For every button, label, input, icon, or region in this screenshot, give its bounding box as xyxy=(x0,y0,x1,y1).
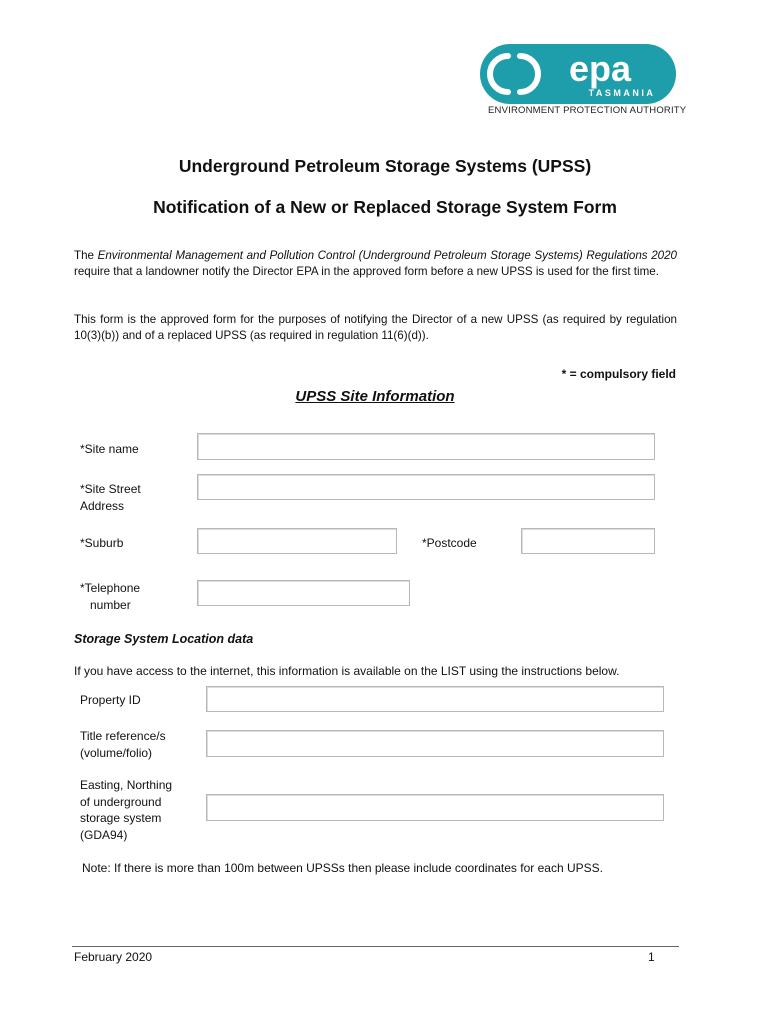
suburb-input[interactable] xyxy=(197,528,397,554)
location-data-heading: Storage System Location data xyxy=(74,632,254,646)
site-name-input[interactable] xyxy=(197,433,655,460)
easting-northing-label: Easting, Northing of underground storage system (GDA94) xyxy=(80,778,173,842)
title-reference-input[interactable] xyxy=(206,730,664,757)
telephone-label: *Telephone number xyxy=(80,581,141,612)
footer-date: February 2020 xyxy=(74,950,153,964)
coordinates-note: Note: If there is more than 100m between UPSSs then please include coordinates for each UPSS. xyxy=(82,861,603,875)
street-address-input[interactable] xyxy=(197,474,655,500)
logo-tagline: ENVIRONMENT PROTECTION AUTHORITY xyxy=(488,105,687,116)
epa-tasmania-logo xyxy=(480,44,676,104)
postcode-input[interactable] xyxy=(521,528,655,554)
suburb-label: *Suburb xyxy=(80,536,124,550)
site-name-label: *Site name xyxy=(80,442,139,456)
page-title: Underground Petroleum Storage Systems (UPSS) xyxy=(178,156,592,176)
easting-northing-input[interactable] xyxy=(206,794,664,821)
postcode-label: *Postcode xyxy=(422,536,477,550)
page-number: 1 xyxy=(648,950,655,964)
property-id-label: Property ID xyxy=(80,693,141,707)
site-info-heading: UPSS Site Information xyxy=(295,388,455,405)
intro-paragraph: The Environmental Management and Pollution Control (Underground Petroleum Storage Systems) Regulations 2020 require that a landowner notify the Director EPA in the approved form before a new UPSS is used for the first time. xyxy=(74,249,677,278)
property-id-input[interactable] xyxy=(206,686,664,712)
regulation-name: Environmental Management and Pollution Control (Underground Petroleum Storage Systems) Regulations 2020 xyxy=(97,249,677,262)
logo-region: TASMANIA xyxy=(588,88,656,98)
location-instructions: If you have access to the internet, this information is available on the LIST using the instructions below. xyxy=(74,664,620,678)
logo-brand: epa xyxy=(568,48,632,89)
telephone-input[interactable] xyxy=(197,580,410,606)
street-address-label: *Site Street Address xyxy=(80,482,141,513)
footer-divider xyxy=(72,946,679,947)
page-subtitle: Notification of a New or Replaced Storage System Form xyxy=(153,197,617,217)
title-reference-label: Title reference/s (volume/folio) xyxy=(80,729,166,760)
purpose-paragraph: This form is the approved form for the purposes of notifying the Director of a new UPSS (as required by regulation 10(3)(b)) and of a replaced UPSS (as required in regulation 11(6)(d)). xyxy=(74,313,677,342)
compulsory-field-note: * = compulsory field xyxy=(561,367,676,381)
